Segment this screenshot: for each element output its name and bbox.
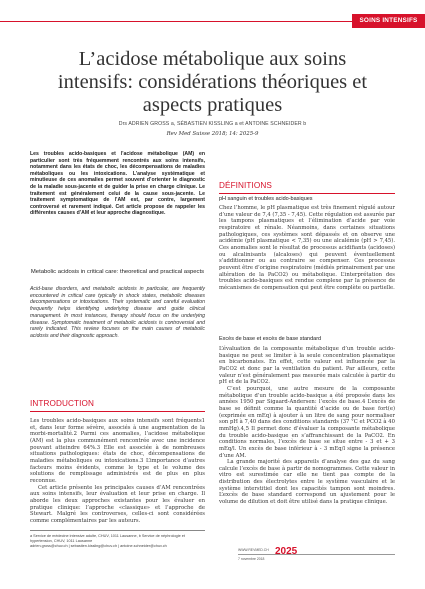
footnote-emails: adrien.gross@chuv.ch | sebastien.kissling@chuv.ch | antoine.schneider@chuv.ch <box>30 543 167 548</box>
introduction-paragraph: Cet article présente les principales causes d’AM rencontrées aux soins intensifs, leur évaluation et leur prise en charge. Il aborde les deux approches existantes pour les évaluer en pratique clinique: l’approche «classique» et l’approche de Stewart. Malgré les controverses, celles-ci sont considérées comme complémentaires par les auteurs. <box>30 484 205 524</box>
abstract-english: Acid-base disorders, and metabolic acidosis in particular, are frequently encountered in critical care typically in shock states, metabolic diseases decompensations or intoxications. Their systematic and careful evaluation frequently helps identifying underlying disease and guide clinical management. In most instances, therapy should focus on the underlying disease. Symptomatic treatment of metabolic acidosis is controversial and rarely indicated. This review focuses on the main causes of metabolic acidosis and their diagnostic approach. <box>30 286 205 339</box>
definitions-paragraph: L’évaluation de la composante métabolique d’un trouble acido-basique ne peut se limiter à la seule concentration plasmatique en bicarbonates. En effet, cette valeur est influencée par la PaCO2 et donc par la ventilation du patient. Par ailleurs, cette valeur n’est généralement pas mesurée mais calculée à partir du pH et de la PaCO2. <box>219 346 395 386</box>
definitions-paragraph: La grande majorité des appareils d’analyse des gaz du sang calcule l’excès de base à partir de nomogrammes. Cette valeur in vitro est surestimée car elle ne tient pas compte de la distribution des électrolytes entre le système vasculaire et le système interstitiel dont les capacités tampon sont moindres. L’excès de base standard correspond un ajustement pour le volume de dilution et doit être utilisé dans la pratique clinique. <box>219 459 395 506</box>
footer-rule <box>238 554 395 555</box>
footnote-affiliations: a Service de médecine intensive adulte, CHUV, 1011 Lausanne, b Service de néphrologie et hypertension, CHUV, 1011 Lausanne <box>30 534 185 543</box>
article-authors: Drs ADRIEN GROSS a, SÉBASTIEN KISSLING a et ANTOINE SCHNEIDER b <box>118 121 307 127</box>
introduction-heading: INTRODUCTION <box>30 399 94 408</box>
definitions-paragraph: Chez l’homme, le pH plasmatique est très finement régulé autour d’une valeur de 7,4 (7,35 - 7,45). Cette régulation est assurée par les tampons plasmatiques et l’élimination d’acide par voie respiratoire et rénale. Néanmoins, dans certaines situations pathologiques, ces systèmes sont dépassés et on observe une acidémie (pH plasmatique < 7,35) ou une alcalémie (pH > 7,45). Ces anomalies sont le résultat de processus acidifiants (acidoses) ou alcalinisants (alcaloses) qui peuvent éventuellement s’additionner ou au contraire se compenser. Ces processus peuvent être d’origine respiratoire (médiés primairement par une altération de la PaCO2) ou métabolique. L’interprétation des troubles acido-basiques est rendue complexe par la présence de mécanismes de compensation qui peut être complète ou partielle. <box>219 205 395 291</box>
section-badge: SOINS INTENSIFS <box>352 14 425 28</box>
article-title: L’acidose métabolique aux soins intensifs: considérations théoriques et aspects pratiques <box>57 48 368 116</box>
footnote-rule <box>30 530 205 531</box>
footer-date: 7 novembre 2018 <box>238 557 265 561</box>
definitions-subheading-ph: pH sanguin et troubles acido-basiques <box>219 196 313 202</box>
definitions-body-base-excess <box>219 346 395 506</box>
definitions-subheading-base-excess: Excès de base et excès de base standard <box>219 336 322 342</box>
page-number: 2025 <box>275 546 298 557</box>
abstract-english-title: Metabolic acidosis in critical care: theoretical and practical aspects <box>30 269 205 275</box>
header-rule <box>0 21 352 22</box>
footnotes <box>30 534 205 549</box>
article-citation: Rev Med Suisse 2018; 14: 2025-9 <box>166 131 259 137</box>
definitions-body-ph <box>219 205 395 292</box>
introduction-paragraph: Les troubles acido-basiques aux soins intensifs sont fréquents1 et, dans leur forme sévère, associés à une augmentation de la morbi-mortalité.2 Parmi ces anomalies, l’acidose métabolique (AM) est la plus communément rencontrée avec une incidence pouvant atteindre 64%.3 Elle est associée à de nombreuses situations pathologiques: états de choc, décompensations de maladies métaboliques ou intoxications.3 L’importance d’autres facteurs moins évidents, comme le type et le volume des solutions de remplissage administrés est de plus en plus reconnue. <box>30 418 205 484</box>
introduction-body <box>30 418 205 525</box>
definitions-heading: DÉFINITIONS <box>219 181 272 190</box>
abstract-french: Les troubles acido-basiques et l’acidose métabolique (AM) en particulier sont très fréquemment rencontrés aux soins intensifs, notamment dans les états de choc, les décompensations de maladies métaboliques ou les intoxications. L’analyse systématique et minutieuse de ces anomalies permet souvent d’orienter le diagnostic de la maladie sous-jacente et de guider la prise en charge clinique. Le traitement est généralement celui de la cause sous-jacente. Le traitement symptomatique de l’AM est, par contre, largement controversé et rarement indiqué. Cet article propose de rappeler les différentes causes d’AM et leur approche diagnostique. <box>30 151 205 217</box>
definitions-rule <box>219 193 395 194</box>
footer-url: WWW.REVMED.CH <box>238 548 269 552</box>
definitions-paragraph: C’est pourquoi, une autre mesure de la composante métabolique d’un trouble acido-basique a été proposée dans les années 1950 par Sigaard-Andersen: l’excès de base.4 L’excès de base se définit comme la quantité d’acide ou de base fort(e) (exprimée en mEq) à ajouter à un litre de sang pour normaliser son pH à 7,40 dans des conditions standards (37 °C et PCO2 à 40 mmHg).4,5 Il permet donc d’évaluer la composante métabolique du trouble acido-basique en s’affranchissant de la PaCO2. En conditions normales, l’excès de base se situe entre - 3 et + 3 mEq/l. Un excès de base inférieur à - 3 mEq/l signe la présence d’une AM. <box>219 385 395 459</box>
introduction-rule <box>30 411 205 412</box>
